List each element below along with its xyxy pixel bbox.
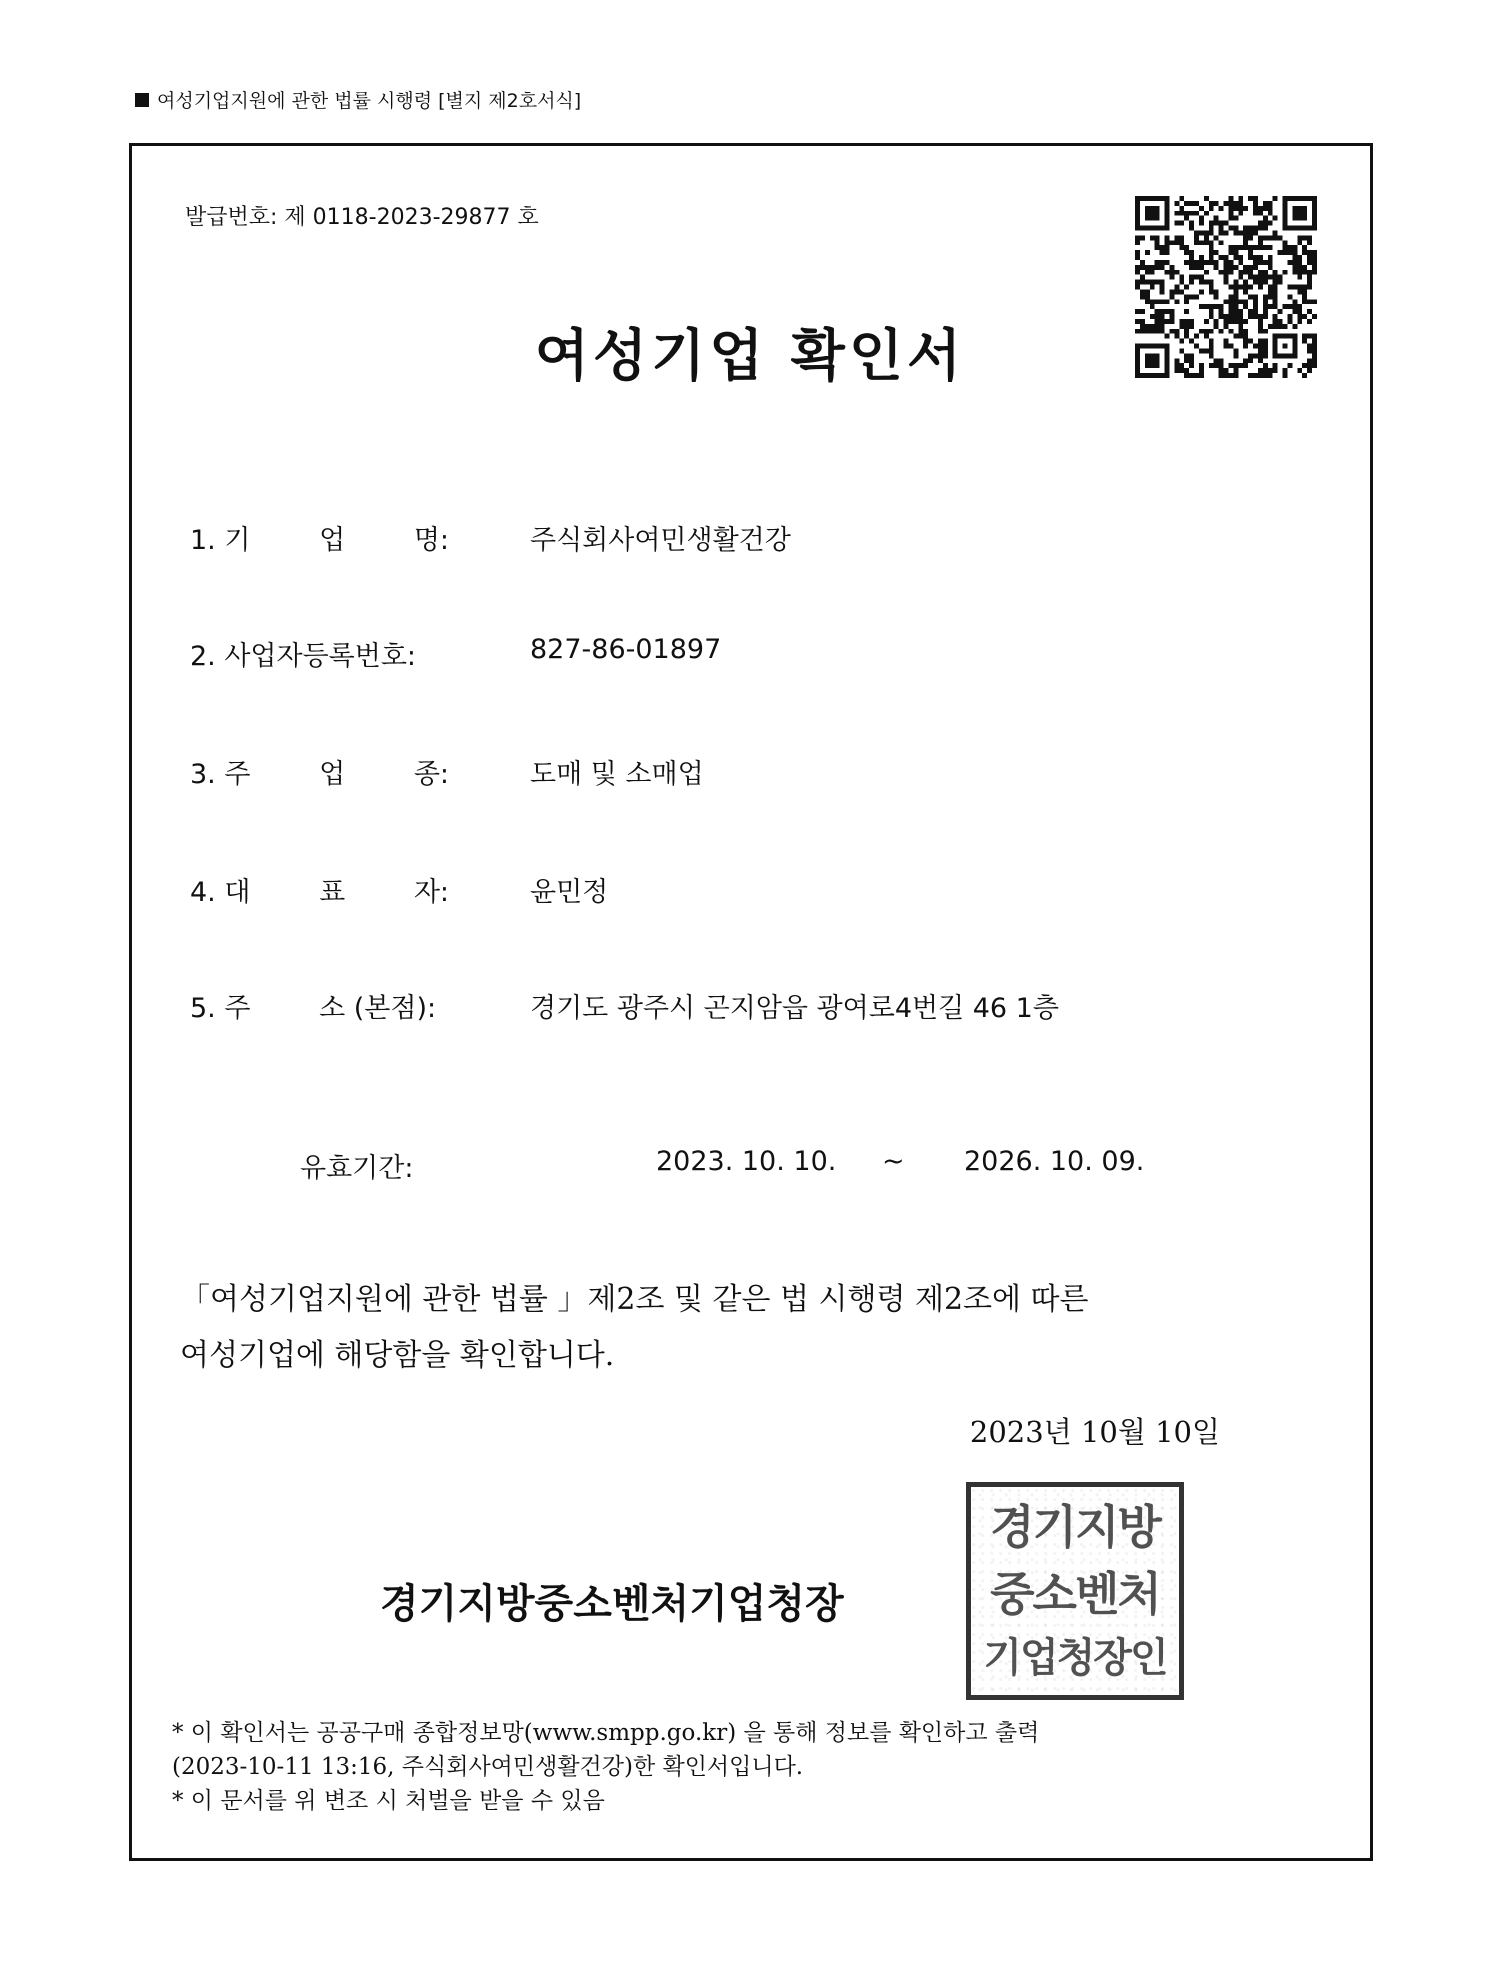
issue-number: 발급번호: 제 0118-2023-29877 호 — [185, 205, 539, 230]
form-reference-text: 여성기업지원에 관한 법률 시행령 [별지 제2호서식] — [157, 90, 582, 112]
official-seal — [966, 1482, 1184, 1700]
field-value: 윤민정 — [530, 877, 609, 908]
seal-line: 경기지방 — [990, 1499, 1160, 1554]
validity-to: 2026. 10. 09. — [964, 1146, 1145, 1177]
note-line: (2023-10-11 13:16, 주식회사여민생활건강)한 확인서입니다. — [172, 1754, 804, 1780]
form-reference — [135, 86, 581, 113]
note-line: * 이 확인서는 공공구매 종합정보망(www.smpp.go.kr) 을 통해 정보를 확인하고 출력 — [172, 1720, 1040, 1746]
statement-line: 「여성기업지원에 관한 법률 」제2조 및 같은 법 시행령 제2조에 따른 — [180, 1282, 1089, 1317]
confirmation-statement — [180, 1272, 1240, 1384]
field-label: 2. 사업자등록번호: — [190, 641, 417, 672]
validity-separator: ~ — [882, 1146, 905, 1177]
statement-line: 여성기업에 해당함을 확인합니다. — [180, 1338, 615, 1373]
validity-from: 2023. 10. 10. — [656, 1146, 837, 1177]
black-square-icon — [135, 93, 149, 107]
document-title: 여성기업 확인서 — [534, 323, 966, 389]
notes — [172, 1716, 1039, 1818]
field-label: 4. 대 표 자: — [190, 877, 450, 908]
field-value: 도매 및 소매업 — [530, 759, 704, 790]
issue-date: 2023년 10월 10일 — [969, 1415, 1220, 1449]
field-label: 3. 주 업 종: — [190, 759, 450, 790]
field-value: 경기도 광주시 곤지암읍 광여로4번길 46 1층 — [530, 993, 1059, 1024]
note-line: * 이 문서를 위 변조 시 처벌을 받을 수 있음 — [172, 1788, 605, 1814]
field-label: 1. 기 업 명: — [190, 525, 450, 556]
field-value: 827-86-01897 — [530, 634, 722, 665]
seal-line: 기업청장인 — [983, 1634, 1167, 1682]
field-value: 주식회사여민생활건강 — [530, 525, 791, 556]
issuing-authority: 경기지방중소벤처기업청장 — [380, 1580, 844, 1627]
field-label: 5. 주 소 (본점): — [190, 993, 437, 1024]
validity-label: 유효기간: — [300, 1153, 414, 1184]
seal-line: 중소벤처 — [990, 1566, 1160, 1621]
